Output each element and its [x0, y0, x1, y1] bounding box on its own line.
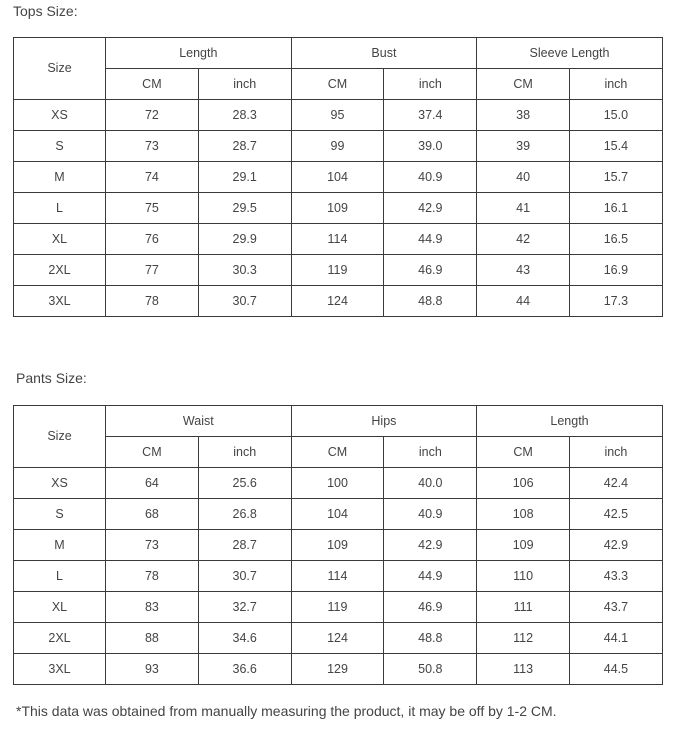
table-cell: 114: [291, 561, 384, 592]
table-cell: 28.3: [198, 100, 291, 131]
table-cell: 108: [477, 499, 570, 530]
unit-header: inch: [570, 69, 663, 100]
table-cell: 112: [477, 623, 570, 654]
size-column-header: Size: [14, 38, 106, 100]
table-cell: 109: [477, 530, 570, 561]
group-header: Hips: [291, 406, 477, 437]
table-cell: 40.0: [384, 468, 477, 499]
size-label-cell: L: [14, 193, 106, 224]
table-cell: 43: [477, 255, 570, 286]
group-header: Length: [477, 406, 663, 437]
table-row: [14, 255, 663, 286]
unit-header: CM: [106, 437, 199, 468]
table-cell: 83: [106, 592, 199, 623]
table-row: [14, 530, 663, 561]
tops-size-table: [13, 37, 663, 317]
table-cell: 95: [291, 100, 384, 131]
table-cell: 29.9: [198, 224, 291, 255]
table-cell: 44: [477, 286, 570, 317]
table-cell: 44.1: [570, 623, 663, 654]
table-cell: 77: [106, 255, 199, 286]
table-cell: 43.3: [570, 561, 663, 592]
table-cell: 73: [106, 131, 199, 162]
measurement-footnote: *This data was obtained from manually measuring the product, it may be off by 1-2 CM.: [16, 703, 557, 719]
size-label-cell: M: [14, 162, 106, 193]
unit-header: inch: [198, 69, 291, 100]
table-cell: 78: [106, 286, 199, 317]
table-row: [14, 561, 663, 592]
table-cell: 30.7: [198, 561, 291, 592]
unit-header: CM: [291, 437, 384, 468]
table-cell: 16.5: [570, 224, 663, 255]
table-cell: 42.9: [570, 530, 663, 561]
table-row: [14, 131, 663, 162]
table-cell: 48.8: [384, 623, 477, 654]
table-cell: 110: [477, 561, 570, 592]
table-row: [14, 592, 663, 623]
table-row: [14, 193, 663, 224]
table-row: [14, 654, 663, 685]
table-cell: 113: [477, 654, 570, 685]
table-cell: 40.9: [384, 162, 477, 193]
table-cell: 72: [106, 100, 199, 131]
unit-header: inch: [570, 437, 663, 468]
size-label-cell: M: [14, 530, 106, 561]
unit-header: CM: [477, 437, 570, 468]
unit-header: inch: [384, 69, 477, 100]
table-cell: 28.7: [198, 131, 291, 162]
table-cell: 43.7: [570, 592, 663, 623]
table-cell: 46.9: [384, 255, 477, 286]
table-cell: 124: [291, 286, 384, 317]
table-cell: 50.8: [384, 654, 477, 685]
table-cell: 38: [477, 100, 570, 131]
table-cell: 48.8: [384, 286, 477, 317]
table-row: [14, 162, 663, 193]
group-header: Sleeve Length: [477, 38, 663, 69]
table-row: [14, 224, 663, 255]
table-cell: 114: [291, 224, 384, 255]
table-cell: 42: [477, 224, 570, 255]
table-cell: 42.9: [384, 530, 477, 561]
table-cell: 29.5: [198, 193, 291, 224]
table-cell: 25.6: [198, 468, 291, 499]
size-label-cell: S: [14, 499, 106, 530]
unit-header: inch: [198, 437, 291, 468]
table-cell: 104: [291, 162, 384, 193]
unit-header: CM: [291, 69, 384, 100]
size-label-cell: XL: [14, 224, 106, 255]
table-cell: 106: [477, 468, 570, 499]
table-cell: 30.7: [198, 286, 291, 317]
table-cell: 15.7: [570, 162, 663, 193]
table-cell: 39: [477, 131, 570, 162]
size-label-cell: 3XL: [14, 286, 106, 317]
table-cell: 129: [291, 654, 384, 685]
pants-size-title: Pants Size:: [16, 370, 87, 386]
table-row: [14, 468, 663, 499]
table-cell: 64: [106, 468, 199, 499]
table-cell: 15.4: [570, 131, 663, 162]
unit-header: inch: [384, 437, 477, 468]
table-cell: 104: [291, 499, 384, 530]
group-header: Length: [106, 38, 292, 69]
table-cell: 124: [291, 623, 384, 654]
table-unit-row: [14, 69, 663, 100]
table-unit-row: [14, 437, 663, 468]
group-header: Waist: [106, 406, 292, 437]
table-cell: 30.3: [198, 255, 291, 286]
table-cell: 119: [291, 255, 384, 286]
table-cell: 99: [291, 131, 384, 162]
table-cell: 73: [106, 530, 199, 561]
table-header-row: [14, 406, 663, 437]
table-row: [14, 499, 663, 530]
table-cell: 39.0: [384, 131, 477, 162]
table-cell: 75: [106, 193, 199, 224]
table-cell: 100: [291, 468, 384, 499]
table-cell: 109: [291, 530, 384, 561]
table-cell: 36.6: [198, 654, 291, 685]
table-cell: 88: [106, 623, 199, 654]
table-cell: 40: [477, 162, 570, 193]
table-cell: 111: [477, 592, 570, 623]
table-cell: 44.5: [570, 654, 663, 685]
table-header-row: [14, 38, 663, 69]
size-label-cell: 2XL: [14, 255, 106, 286]
table-cell: 42.4: [570, 468, 663, 499]
table-cell: 74: [106, 162, 199, 193]
table-cell: 16.9: [570, 255, 663, 286]
group-header: Bust: [291, 38, 477, 69]
table-cell: 42.5: [570, 499, 663, 530]
table-cell: 93: [106, 654, 199, 685]
table-cell: 78: [106, 561, 199, 592]
table-cell: 17.3: [570, 286, 663, 317]
table-cell: 41: [477, 193, 570, 224]
table-cell: 44.9: [384, 224, 477, 255]
table-cell: 26.8: [198, 499, 291, 530]
table-cell: 76: [106, 224, 199, 255]
table-row: [14, 286, 663, 317]
size-label-cell: S: [14, 131, 106, 162]
size-label-cell: XS: [14, 100, 106, 131]
table-cell: 119: [291, 592, 384, 623]
table-cell: 37.4: [384, 100, 477, 131]
size-column-header: Size: [14, 406, 106, 468]
size-label-cell: XL: [14, 592, 106, 623]
size-label-cell: 3XL: [14, 654, 106, 685]
table-cell: 32.7: [198, 592, 291, 623]
unit-header: CM: [106, 69, 199, 100]
tops-size-title: Tops Size:: [13, 3, 78, 19]
size-label-cell: L: [14, 561, 106, 592]
table-cell: 34.6: [198, 623, 291, 654]
table-cell: 46.9: [384, 592, 477, 623]
table-cell: 28.7: [198, 530, 291, 561]
table-row: [14, 100, 663, 131]
table-cell: 16.1: [570, 193, 663, 224]
size-label-cell: 2XL: [14, 623, 106, 654]
table-row: [14, 623, 663, 654]
table-cell: 42.9: [384, 193, 477, 224]
table-cell: 40.9: [384, 499, 477, 530]
pants-size-table: [13, 405, 663, 685]
table-cell: 109: [291, 193, 384, 224]
table-cell: 29.1: [198, 162, 291, 193]
table-cell: 68: [106, 499, 199, 530]
table-cell: 15.0: [570, 100, 663, 131]
size-label-cell: XS: [14, 468, 106, 499]
unit-header: CM: [477, 69, 570, 100]
table-cell: 44.9: [384, 561, 477, 592]
